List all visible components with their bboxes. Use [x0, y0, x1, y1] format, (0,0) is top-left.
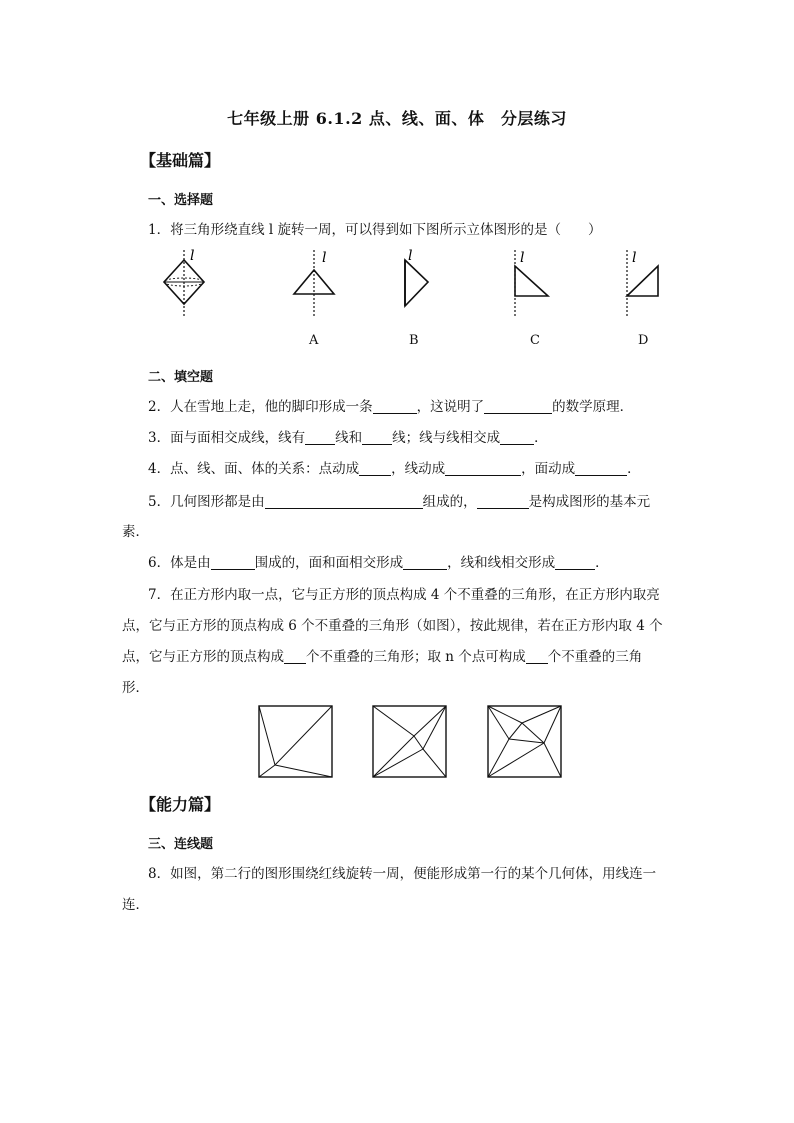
answer-blank[interactable]	[500, 430, 534, 445]
answer-blank[interactable]	[359, 461, 391, 476]
axis-label: l	[520, 250, 525, 266]
answer-blank[interactable]	[575, 461, 627, 476]
answer-blank[interactable]	[526, 649, 548, 664]
question-1: 1．将三角形绕直线 l 旋转一周，可以得到如下图所示立体图形的是（ ）	[148, 222, 602, 238]
axis-label: l	[190, 248, 195, 264]
part-fill-heading: 二、填空题	[148, 370, 214, 385]
question-7-line-4: 形．	[122, 680, 149, 696]
question-5: 5．几何图形都是由 组成的， 是构成图形的基本元	[148, 494, 651, 510]
option-b-label: B	[409, 333, 419, 348]
q7-square-three-points	[487, 705, 563, 779]
q1-original-figure	[160, 250, 210, 320]
answer-blank[interactable]	[373, 399, 417, 414]
answer-blank[interactable]	[403, 555, 447, 570]
answer-blank[interactable]	[445, 461, 521, 476]
answer-blank[interactable]	[555, 555, 595, 570]
option-d-label: D	[638, 333, 649, 348]
q1-option-c-figure	[508, 250, 558, 320]
question-7-line-2: 点，它与正方形的顶点构成 6 个不重叠的三角形（如图），按此规律，若在正方形内取 4 个	[122, 618, 663, 634]
q1-option-b-figure	[398, 250, 438, 320]
q1-option-d-figure	[620, 250, 670, 320]
q7-square-one-point	[258, 705, 334, 779]
question-3: 3．面与面相交成线，线有 线和 线；线与线相交成 ．	[148, 430, 548, 446]
question-8-line-1: 8．如图，第二行的图形围绕红线旋转一周，便能形成第一行的某个几何体，用线连一	[148, 866, 657, 882]
section-ability: 【能力篇】	[140, 795, 221, 814]
question-8-line-2: 连．	[122, 897, 149, 913]
answer-blank[interactable]	[265, 494, 423, 509]
answer-blank[interactable]	[211, 555, 255, 570]
question-7-line-3: 点，它与正方形的顶点构成 个不重叠的三角形；取 n 个点可构成 个不重叠的三角	[122, 649, 643, 665]
question-5-cont: 素．	[122, 524, 149, 540]
question-6: 6．体是由 围成的，面和面相交形成 ，线和线相交形成 ．	[148, 555, 609, 571]
answer-blank[interactable]	[477, 494, 529, 509]
question-7-line-1: 7．在正方形内取一点，它与正方形的顶点构成 4 个不重叠的三角形，在正方形内取亮	[148, 587, 660, 603]
axis-label: l	[408, 248, 413, 264]
answer-blank[interactable]	[284, 649, 306, 664]
answer-blank[interactable]	[484, 399, 552, 414]
q7-square-two-points	[372, 705, 448, 779]
question-4: 4．点、线、面、体的关系：点动成 ，线动成 ，面动成 ．	[148, 461, 641, 477]
axis-label: l	[632, 250, 637, 266]
question-2: 2．人在雪地上走，他的脚印形成一条 ，这说明了 的数学原理．	[148, 399, 634, 415]
option-c-label: C	[530, 333, 540, 348]
part-match-heading: 三、连线题	[148, 837, 214, 852]
q1-option-a-figure	[290, 250, 340, 320]
answer-blank[interactable]	[305, 430, 335, 445]
page-title: 七年级上册 6.1.2 点、线、面、体 分层练习	[227, 109, 567, 128]
part-choice-heading: 一、选择题	[148, 193, 214, 208]
option-a-label: A	[309, 333, 319, 348]
answer-blank[interactable]	[362, 430, 392, 445]
axis-label: l	[322, 250, 327, 266]
section-basic: 【基础篇】	[140, 151, 221, 170]
